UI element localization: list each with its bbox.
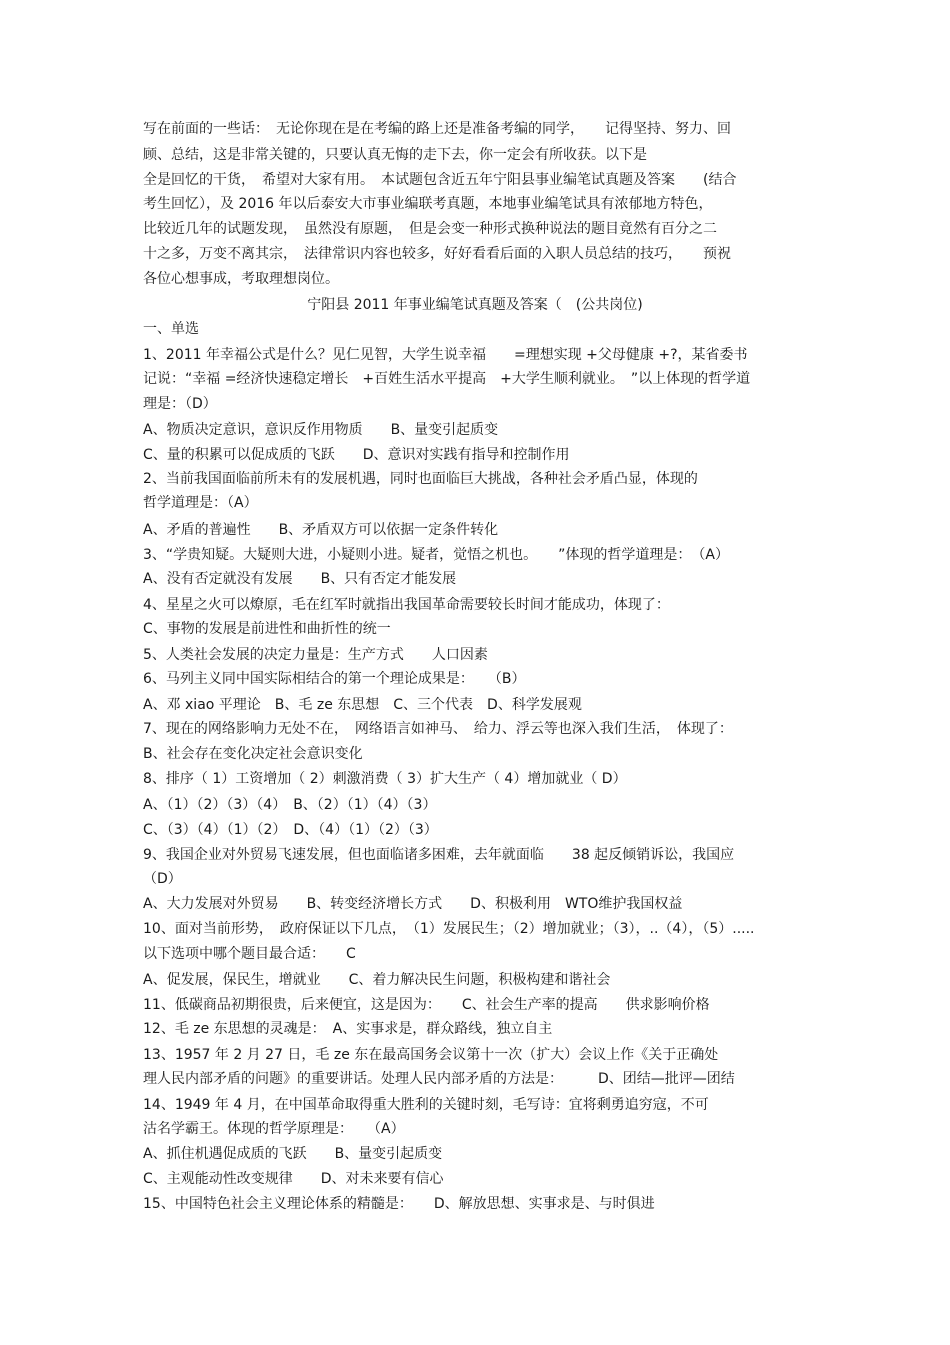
option-line: C、主观能动性改变规律 D、对未来要有信心: [143, 1171, 444, 1187]
option-line: C、（3）（4）（1）（2） D、（4）（1）（2）（3）: [143, 822, 438, 838]
question-line: 4、星星之火可以燎原，毛在红军时就指出我国革命需要较长时间才能成功，体现了：: [143, 597, 670, 613]
option-line: C、事物的发展是前进性和曲折性的统一: [143, 621, 391, 637]
question-line: 理是：（D）: [143, 396, 217, 412]
preface-line-6: 十之多，万变不离其宗， 法律常识内容也较多，好好看看后面的入职人员总结的技巧， 预祝: [143, 246, 731, 262]
exam-title: 宁阳县 2011 年事业编笔试真题及答案（ (公共岗位): [307, 297, 643, 313]
option-line: A、大力发展对外贸易 B、转变经济增长方式 D、积极利用 WTO维护我国权益: [143, 896, 683, 912]
question-line: 7、现在的网络影响力无处不在， 网络语言如神马、 给力、浮云等也深入我们生活， 体现了：: [143, 721, 733, 737]
option-line: A、抓住机遇促成质的飞跃 B、量变引起质变: [143, 1146, 443, 1162]
preface-line-5: 比较近几年的试题发现， 虽然没有原题， 但是会变一种形式换种说法的题目竟然有百分之二: [143, 221, 717, 237]
question-line: 理人民内部矛盾的问题》的重要讲话。处理人民内部矛盾的方法是： D、团结—批评—团结: [143, 1071, 735, 1087]
question-line: 沽名学霸王。体现的哲学原理是： （A）: [143, 1121, 405, 1137]
preface-line-7: 各位心想事成，考取理想岗位。: [143, 271, 339, 287]
preface-line-3: 全是回忆的干货， 希望对大家有用。 本试题包含近五年宁阳县事业编笔试真题及答案 (结合: [143, 172, 737, 188]
question-line: （D）: [143, 871, 182, 887]
option-line: A、促发展，保民生，增就业 C、着力解决民生问题，积极构建和谐社会: [143, 972, 611, 988]
question-line: 2、当前我国面临前所未有的发展机遇，同时也面临巨大挑战，各种社会矛盾凸显，体现的: [143, 471, 698, 487]
question-line: 以下选项中哪个题目最合适： C: [143, 946, 356, 962]
question-line: 1、2011 年幸福公式是什么？见仁见智，大学生说幸福 =理想实现 +父母健康 +?，某省委书: [143, 347, 748, 363]
question-line: 6、马列主义同中国实际相结合的第一个理论成果是： （B）: [143, 671, 526, 687]
option-line: A、矛盾的普遍性 B、矛盾双方可以依据一定条件转化: [143, 522, 499, 538]
question-line: 14、1949 年 4 月，在中国革命取得重大胜利的关键时刻，毛写诗：宜将剩勇追穷寇，不可: [143, 1097, 709, 1113]
question-line: 5、人类社会发展的决定力量是：生产方式 人口因素: [143, 647, 488, 663]
question-line: 15、中国特色社会主义理论体系的精髓是： D、解放思想、实事求是、与时俱进: [143, 1196, 655, 1212]
option-line: C、量的积累可以促成质的飞跃 D、意识对实践有指导和控制作用: [143, 447, 570, 463]
preface-line-2: 顾、总结，这是非常关键的，只要认真无悔的走下去，你一定会有所收获。以下是: [143, 147, 647, 163]
option-line: A、邓 xiao 平理论 B、毛 ze 东思想 C、三个代表 D、科学发展观: [143, 697, 582, 713]
option-line: A、（1）（2）（3）（4） B、（2）（1）（4）（3）: [143, 797, 437, 813]
question-line: 11、低碳商品初期很贵，后来便宜，这是因为： C、社会生产率的提高 供求影响价格: [143, 997, 710, 1013]
preface-line-4: 考生回忆），及 2016 年以后泰安大市事业编联考真题，本地事业编笔试具有浓郁地方特色，: [143, 196, 713, 212]
section-heading: 一、单选: [143, 321, 199, 337]
question-line: 9、我国企业对外贸易飞速发展，但也面临诸多困难，去年就面临 38 起反倾销诉讼，我国应: [143, 847, 735, 863]
option-line: B、社会存在变化决定社会意识变化: [143, 746, 363, 762]
question-line: 哲学道理是：（A）: [143, 495, 258, 511]
preface-line-1: 写在前面的一些话： 无论你现在是在考编的路上还是准备考编的同学， 记得坚持、努力、回: [143, 121, 731, 137]
question-line: 12、毛 ze 东思想的灵魂是： A、实事求是，群众路线，独立自主: [143, 1021, 553, 1037]
question-line: 3、“学贵知疑。大疑则大进，小疑则小进。疑者，觉悟之机也。 ”体现的哲学道理是： （A）: [143, 547, 729, 563]
question-line: 记说：“幸福 =经济快速稳定增长 +百姓生活水平提高 +大学生顺利就业。 ”以上体现的哲学道: [143, 371, 751, 387]
question-line: 13、1957 年 2 月 27 日，毛 ze 东在最高国务会议第十一次（扩大）会议上作《关于正确处: [143, 1047, 719, 1063]
option-line: A、没有否定就没有发展 B、只有否定才能发展: [143, 571, 457, 587]
question-line: 8、排序（ 1）工资增加（ 2）刺激消费（ 3）扩大生产（ 4）增加就业（ D）: [143, 771, 627, 787]
question-line: 10、面对当前形势， 政府保证以下几点， （1）发展民生；（2）增加就业；（3），..（4），（5）.....: [143, 921, 755, 937]
option-line: A、物质决定意识，意识反作用物质 B、量变引起质变: [143, 422, 499, 438]
